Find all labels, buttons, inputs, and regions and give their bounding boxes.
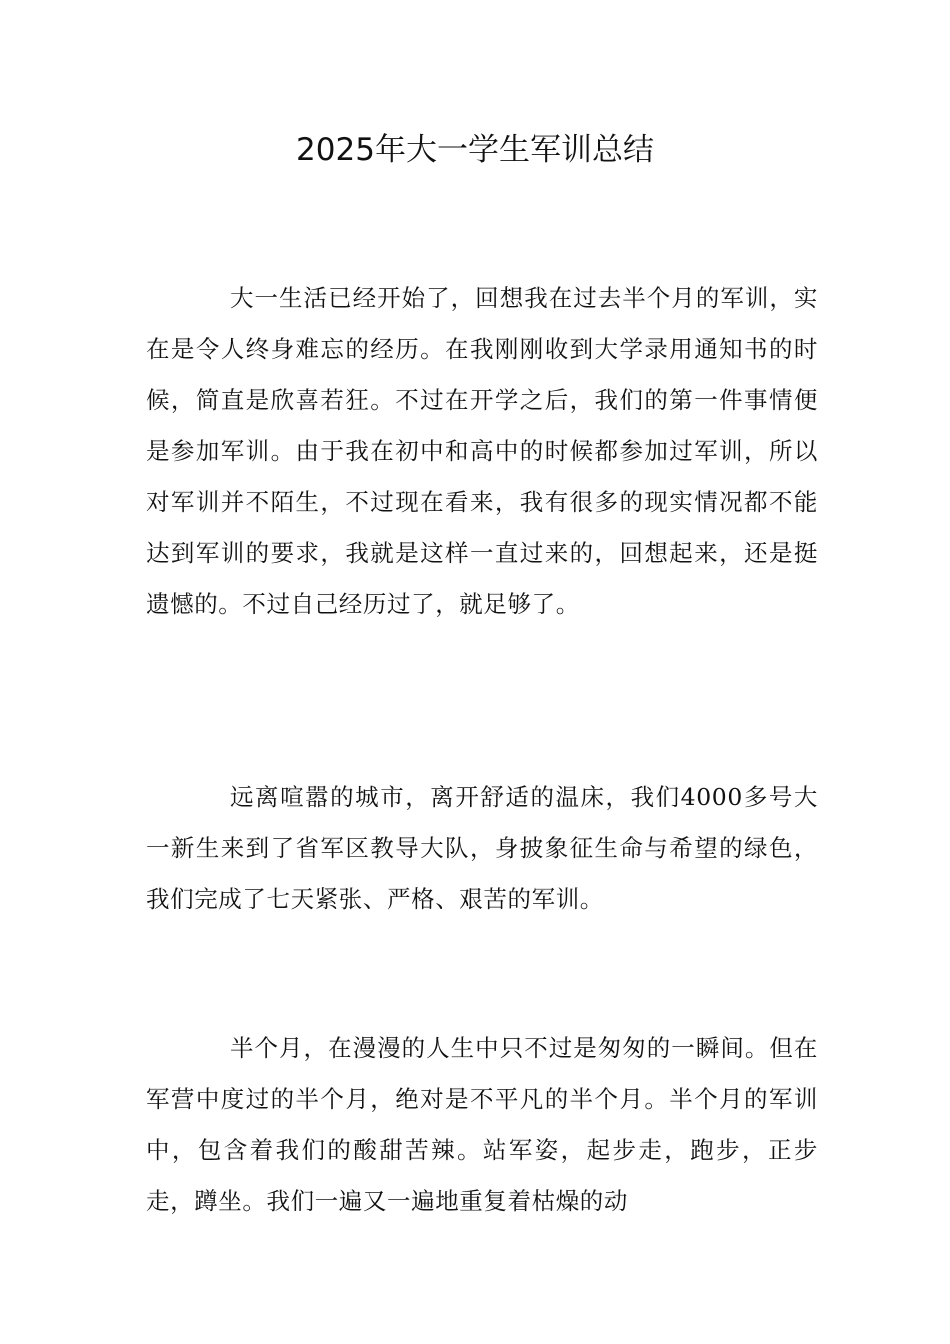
document-title: 2025年大一学生军训总结 xyxy=(296,132,654,168)
paragraph-2: 远离喧嚣的城市，离开舒适的温床，我们4000多号大一新生来到了省军区教导大队，身披象征生命与希望的绿色，我们完成了七天紧张、严格、艰苦的军训。 xyxy=(146,783,818,913)
paragraph-1: 大一生活已经开始了，回想我在过去半个月的军训，实在是令人终身难忘的经历。在我刚刚收到大学录用通知书的时候，简直是欣喜若狂。不过在开学之后，我们的第一件事情便是参加军训。由于我在初中和高中的时候都参加过军训，所以对军训并不陌生，不过现在看来，我有很多的现实情况都不能达到军训的要求，我就是这样一直过来的，回想起来，还是挺遗憾的。不过自己经历过了，就足够了。 xyxy=(146,284,818,618)
paragraph-3: 半个月，在漫漫的人生中只不过是匆匆的一瞬间。但在军营中度过的半个月，绝对是不平凡的半个月。半个月的军训中，包含着我们的酸甜苦辣。站军姿，起步走，跑步，正步走，蹲坐。我们一遍又一遍地重复着枯燥的动 xyxy=(146,1034,818,1215)
